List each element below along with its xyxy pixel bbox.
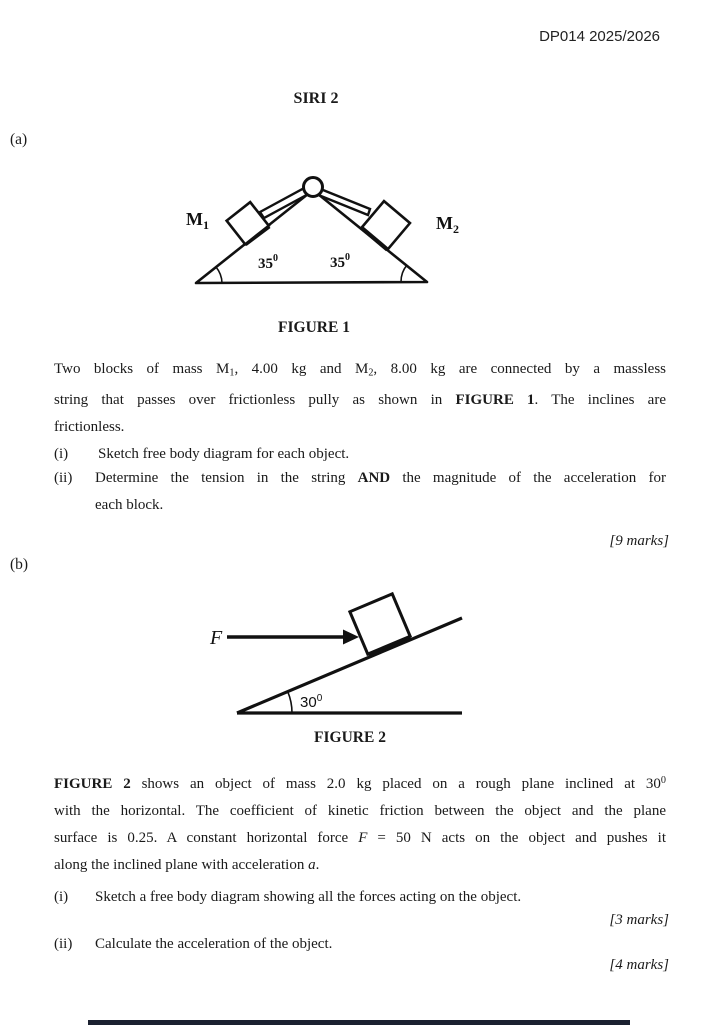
angle-label: $30^0$ xyxy=(300,693,323,711)
paragraph-line: string that passes over frictionless pully as shown in FIGURE 1. The inclines are xyxy=(54,391,666,408)
paragraph-line: along the inclined plane with acceleration a. xyxy=(54,857,320,874)
mass2-label: $M_2$ xyxy=(436,213,459,236)
paragraph-line: frictionless. xyxy=(54,418,125,435)
item-text-line: Sketch free body diagram for each object. xyxy=(98,446,350,462)
paragraph-line: surface is 0.25. A constant horizontal force F = 50 N acts on the object and pushes it xyxy=(54,830,666,847)
footer-bar xyxy=(88,1020,630,1025)
paragraph-line: FIGURE 2 shows an object of mass 2.0 kg placed on a rough plane inclined at $30^0$ xyxy=(54,775,666,793)
part-b-label: (b) xyxy=(10,556,29,573)
mass1-label: $M_1$ xyxy=(186,209,209,232)
paragraph-line: with the horizontal. The coefficient of kinetic friction between the object and the plane xyxy=(54,803,666,820)
force-label: F xyxy=(210,627,223,649)
item-text-line: Sketch a free body diagram showing all the forces acting on the object. xyxy=(95,889,522,905)
pulley-icon xyxy=(304,178,323,197)
item-number: (ii) xyxy=(54,936,73,952)
angle-label-right: $35^0$ xyxy=(330,252,350,271)
angle-arc xyxy=(288,692,292,713)
page-title: SIRI 2 xyxy=(293,90,339,107)
question-item-a-ii xyxy=(54,465,666,519)
question-item-b-i xyxy=(54,884,666,911)
item-text-line: Determine the tension in the string AND the magnitude of the acceleration for xyxy=(95,470,666,486)
force-arrowhead-icon xyxy=(343,630,359,645)
marks-label-b-i: [3 marks] xyxy=(609,912,669,928)
item-text-line: Calculate the acceleration of the object. xyxy=(95,936,333,952)
part-a-label: (a) xyxy=(10,131,28,148)
marks-label-a: [9 marks] xyxy=(609,533,669,549)
question-item-b-ii xyxy=(54,931,666,958)
item-number: (i) xyxy=(54,446,69,462)
incline-line xyxy=(237,618,462,713)
item-number: (i) xyxy=(54,889,69,905)
angle-label-left: $35^0$ xyxy=(258,253,278,272)
marks-label-b-ii: [4 marks] xyxy=(609,957,669,973)
course-code: DP014 2025/2026 xyxy=(539,28,660,45)
part-b-paragraph xyxy=(54,767,666,879)
figure1-diagram xyxy=(150,160,500,340)
item-text-line: each block. xyxy=(95,497,164,513)
item-number: (ii) xyxy=(54,470,73,486)
paragraph-line: Two blocks of mass M1, 4.00 kg and M2, 8.00 kg are connected by a massless xyxy=(54,361,666,379)
question-item-a-i xyxy=(54,441,666,468)
figure2-caption: FIGURE 2 xyxy=(314,729,386,746)
figure1-caption: FIGURE 1 xyxy=(278,319,350,336)
part-a-paragraph xyxy=(54,356,666,441)
